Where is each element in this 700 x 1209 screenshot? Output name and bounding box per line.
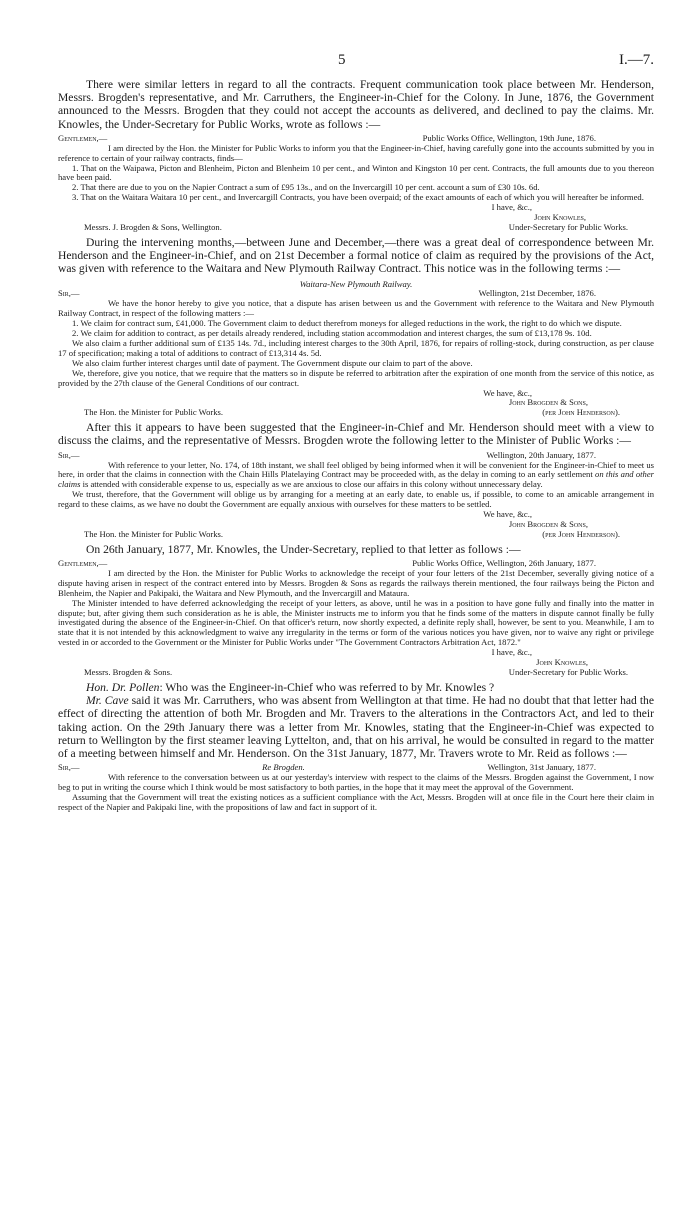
place-date: Public Works Office, Wellington, 19th June, 1876. xyxy=(422,132,596,143)
letter-body xyxy=(58,461,654,491)
paragraph-2: During the intervening months,—between June and December,—there was a great deal of correspondence between Mr. Henderson and the Engineer-in-Chief, and on 21st December a formal notice of claim as required by the provisions of the Act, was given with reference to the Waitara and New Plymouth Railway Contract. This notice was in the following terms :— xyxy=(58,235,654,276)
page-number: 5 xyxy=(338,52,346,68)
signature: John Knowles, xyxy=(534,212,586,223)
letter-body: With reference to the conversation between us at our yesterday's interview with respect to the claims of the Messrs. Brogden against the Government, I now beg to put in writing the course which I think would be most satisfactory to both parties, in the hope that it may meet the approval of the Government. xyxy=(58,772,654,792)
salutation: Sir,— xyxy=(58,762,80,773)
per-signatory: (per John Henderson). xyxy=(542,528,620,539)
letter-body-emphasis: on this and other claims xyxy=(58,469,654,490)
letter-knowles-june xyxy=(58,134,654,233)
letter-item: We, therefore, give you notice, that we require that the matters so in dispute be referred to arbitration after the expiration of one month from the service of this notice, as provided by the 27th clause of the General Conditions of our contract. xyxy=(58,367,654,388)
letter-item: 1. That on the Waipawa, Picton and Blenheim, Picton and Blenheim 10 per cent., and Winton and Kingston 10 per cent. Contracts, the full amounts due to you thereon have been paid. xyxy=(58,162,654,183)
paragraph-1: There were similar letters in regard to all the contracts. Frequent communication took place between Mr. Henderson, Messrs. Brogden's representative, and Mr. Carruthers, the Engineer-in-Chief for the Colony. In June, 1876, the Government announced to the Messrs. Brogden that they could not accept the accounts as delivered, and declined to pay the claims. Mr. Knowles, the Under-Secretary for Public Works, wrote as follows :— xyxy=(58,78,654,131)
page-header xyxy=(58,52,654,74)
letter-item: 3. That on the Waitara Waitara 10 per cent., and Invercargill Contracts, you have been overpaid; of the exact amounts of each of which you will hereafter be informed. xyxy=(72,192,644,203)
letter-brogden-december xyxy=(58,279,654,418)
letter-body-part: With reference to your letter, No. 174, of 18th instant, we shall feel obliged by being informed when it will be convenient for the Engineer-in-Chief to meet us here, in order that the claims in connection with the Chain Hills Platelaying Contract may be proceeded with, as the delay in coming to an early settlement xyxy=(58,459,654,480)
closing: I have, &c., xyxy=(491,647,532,658)
letter-body: The Minister intended to have deferred acknowledging the receipt of your letters, as above, until he was in a position to have gone fully and finally into the matter in dispute; but, after giving them such consideration as he is able, the Minister instructs me to inform you that he finds some of the matters in dispute cannot finally be fully investigated during the absence of the Engineer-in-Chief. On that officer's return, now shortly expected, a definite reply shall, however, be sent to you. Meanwhile, I am to state that it is not intended by this acknowledgment to waive any irregularity in the terms or form of the various notices you have given, nor to waive any right or privilege vested in or accorded to the Government or the Minister for Public Works under "The Government Contractors Arbitration Act, 1872." xyxy=(58,597,654,648)
paragraph-3: After this it appears to have been suggested that the Engineer-in-Chief and Mr. Henderson should meet with a view to discuss the claims, and the representative of Messrs. Brogden wrote the following letter to the Minister of Public Works :— xyxy=(58,421,654,448)
place-date: Wellington, 21st December, 1876. xyxy=(478,288,596,299)
signatory-title: Under-Secretary for Public Works. xyxy=(508,667,628,677)
letter-item: 2. That there are due to you on the Napier Contract a sum of £95 13s., and on the Invercargill 10 per cent. account a sum of £30 10s. 6d. xyxy=(72,182,540,193)
document-page xyxy=(58,52,654,813)
letter-body: I am directed by the Hon. the Minister for Public Works to inform you that the Engineer-in-Chief, having carefully gone into the accounts submitted by you in reference to certain of your railway contracts, finds— xyxy=(58,142,654,163)
addressee: Messrs. J. Brogden & Sons, Wellington. xyxy=(84,221,222,232)
per-signatory: (per John Henderson). xyxy=(542,407,620,418)
addressee: The Hon. the Minister for Public Works. xyxy=(84,407,224,418)
place-date: Wellington, 20th January, 1877. xyxy=(486,449,596,460)
closing: We have, &c., xyxy=(483,509,532,520)
speaker: Hon. Dr. Pollen xyxy=(86,680,160,694)
signature: John Brogden & Sons, xyxy=(508,397,588,408)
salutation: Sir,— xyxy=(58,449,80,460)
letter-knowles-january xyxy=(58,559,654,678)
letter-body: We have the honor hereby to give you notice, that a dispute has arisen between us and the Government with reference to the Waitara and New Plymouth Railway Contract, in respect of the following matters :— xyxy=(58,298,654,319)
question-pollen xyxy=(58,681,654,694)
place-date: Public Works Office, Wellington, 26th January, 1877. xyxy=(412,558,596,569)
question-text: : Who was the Engineer-in-Chief who was referred to by Mr. Knowles ? xyxy=(159,680,495,694)
signatory-title: Under-Secretary for Public Works. xyxy=(508,221,628,232)
salutation: Gentlemen,— xyxy=(58,132,108,143)
document-reference: I.—7. xyxy=(619,52,654,68)
salutation: Sir,— xyxy=(58,288,80,299)
letter-heading: Waitara-New Plymouth Railway. xyxy=(299,279,413,290)
letter-body: I am directed by the Hon. the Minister for Public Works to acknowledge the receipt of your four letters of the 21st December, severally giving notice of a dispute having arisen in respect of the contract entered into by Messrs. Brogden & Sons as regards the railways therein mentioned, the four railways being the Picton and Blenheim, the Napier and Pakipaki, the Waitara and New Plymouth, and the Invercargill and Mataura. xyxy=(58,567,654,598)
addressee: Messrs. Brogden & Sons. xyxy=(84,667,173,677)
letter-subject: Re Brogden. xyxy=(262,762,305,773)
letter-item: 2. We claim for addition to contract, as per details already rendered, including station accommodation and interest charges, the sum of £13,178 9s. 10d. xyxy=(72,328,592,339)
letter-body: We trust, therefore, that the Government will oblige us by arranging for a meeting at an early date, to enable us, if possible, to come to an amicable arrangement in regard to these claims, as we have no doubt the Government are equally anxious with ourselves for these matters to be settled. xyxy=(58,489,654,510)
letter-item: We also claim further interest charges until date of payment. The Government dispute our claim to part of the above. xyxy=(72,357,473,368)
letter-item: We also claim a further additional sum of £135 14s. 7d., including interest charges to the 30th April, 1876, for repairs of rolling-stock, during construction, as per clause 17 of specification; making a total of additions to contract of £13,314 4s. 5d. xyxy=(58,338,654,358)
closing: We have, &c., xyxy=(483,387,532,398)
letter-brogden-january xyxy=(58,451,654,540)
letter-travers xyxy=(58,763,654,813)
letter-item: 1. We claim for contract sum, £41,000. The Government claim to deduct therefrom moneys for alleged reductions in the work, the right to do which we dispute. xyxy=(72,318,622,329)
signature: John Knowles, xyxy=(536,657,588,668)
place-date: Wellington, 31st January, 1877. xyxy=(487,762,596,773)
closing: I have, &c., xyxy=(491,202,532,213)
letter-body: Assuming that the Government will treat the existing notices as a sufficient compliance with the Act, Messrs. Brogden will at once file in the Court here their claim in respect of the Napier and Pakipaki line, with the propositions of law and fact in support of it. xyxy=(58,791,654,812)
letter-body-part: is attended with considerable expense to us, especially as we are anxious to close our affairs in this colony without unnecessary delay. xyxy=(80,479,543,490)
salutation: Gentlemen,— xyxy=(58,558,108,569)
paragraph-4: On 26th January, 1877, Mr. Knowles, the Under-Secretary, replied to that letter as follows :— xyxy=(86,542,521,556)
addressee: The Hon. the Minister for Public Works. xyxy=(84,528,224,539)
answer-cave xyxy=(58,694,654,760)
answer-text: said it was Mr. Carruthers, who was absent from Wellington at that time. He had no doubt that that letter had the effect of directing the attention of both Mr. Brogden and Mr. Travers to the alterations in the Contractors Act, and led to their taking action. On the 29th January there was a letter from Mr. Knowles, stating that the Engineer-in-Chief was expected to return to Wellington by the first steamer leaving Lyttelton, and, that on his arrival, he would be consulted in regard to the matter of a meeting between himself and Mr. Henderson. On the 31st January, 1877, Mr. Travers wrote to Mr. Reid as follows :— xyxy=(58,694,654,760)
signature: John Brogden & Sons, xyxy=(508,519,588,530)
speaker: Mr. Cave xyxy=(86,694,129,708)
